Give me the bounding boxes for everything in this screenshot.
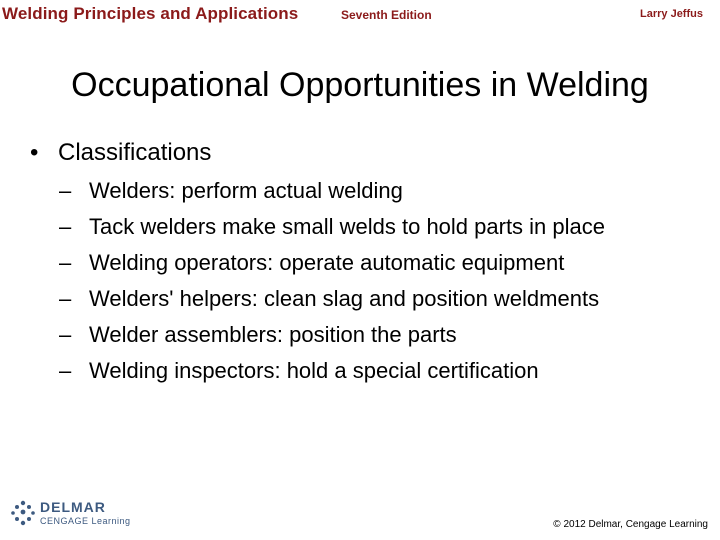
copyright-notice: © 2012 Delmar, Cengage Learning [553,519,708,530]
dash-mark: – [59,178,72,203]
bullet-mark: • [30,139,39,166]
bullet-text: Classifications [58,139,212,166]
dash-mark: – [59,286,72,311]
slide-header [0,0,720,32]
sub-bullet-item [30,248,700,278]
dash-mark: – [59,214,72,239]
slide-content [30,138,700,392]
sub-bullet-item [30,212,700,242]
sub-bullet-text: Welder assemblers: position the parts [89,322,457,347]
sub-bullet-text: Welders: perform actual welding [89,178,403,203]
sub-bullet-list [30,176,700,386]
logo-text-delmar: DELMAR [40,499,106,515]
sub-bullet-item [30,356,700,386]
author-name: Larry Jeffus [640,8,703,20]
sub-bullet-text: Welding operators: operate automatic equipment [89,250,565,275]
logo-text-cengage: CENGAGE Learning [40,516,131,526]
sub-bullet-item [30,284,700,314]
delmar-cengage-logo [10,497,140,531]
sub-bullet-item [30,320,700,350]
dash-mark: – [59,322,72,347]
edition-label: Seventh Edition [341,8,432,22]
bullet-classifications [30,138,700,168]
dash-mark: – [59,250,72,275]
sub-bullet-text: Tack welders make small welds to hold parts in place [89,214,606,239]
sub-bullet-text: Welding inspectors: hold a special certification [89,358,539,383]
book-title: Welding Principles and Applications [2,4,299,23]
sub-bullet-item [30,176,700,206]
logo-mark-icon [10,500,36,526]
slide-title: Occupational Opportunities in Welding [71,66,649,104]
sub-bullet-text: Welders' helpers: clean slag and position weldments [89,286,600,311]
dash-mark: – [59,358,72,383]
